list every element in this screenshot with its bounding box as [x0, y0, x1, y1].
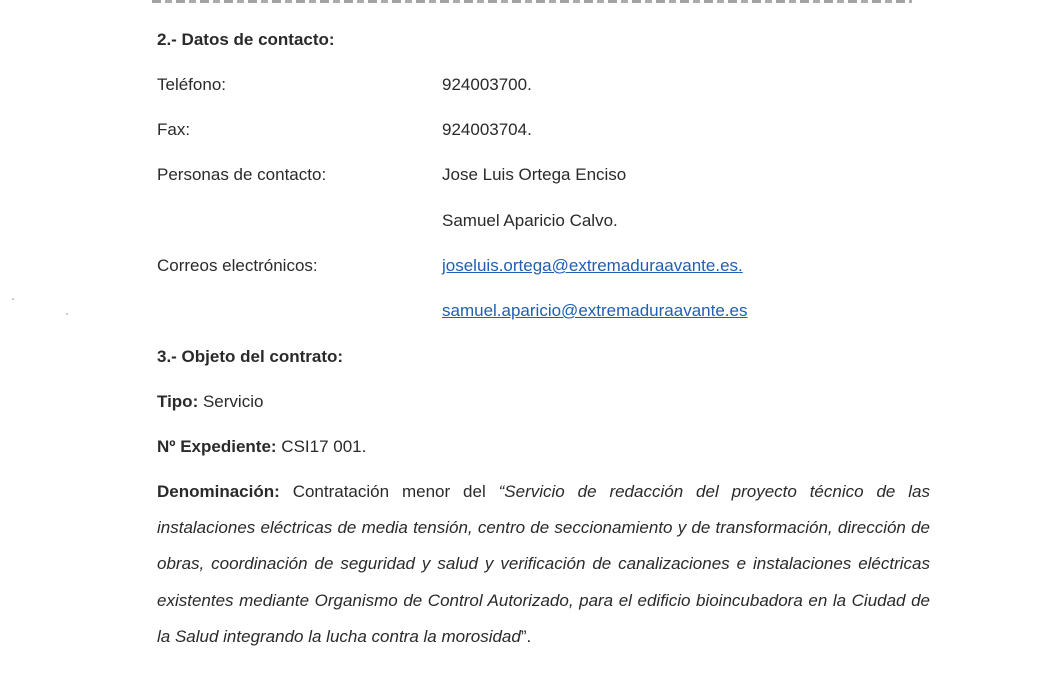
expediente-line [157, 436, 366, 458]
scan-speck [12, 298, 14, 300]
tipo-line [157, 391, 263, 413]
fax-label: Fax: [157, 120, 191, 139]
expediente-value: CSI17 001. [276, 437, 367, 456]
expediente-label: Nº Expediente: [157, 437, 277, 456]
telefono-value: 924003700. [442, 75, 532, 94]
denominacion-paragraph [157, 474, 930, 655]
tipo-value: Servicio [198, 392, 264, 411]
personas-contacto-label: Personas de contacto: [157, 165, 327, 184]
denominacion-label: Denominación: [157, 482, 280, 501]
tipo-label: Tipo: [157, 392, 199, 411]
scan-speck [66, 313, 68, 315]
correos-label: Correos electrónicos: [157, 256, 318, 275]
denominacion-text: “Servicio de redacción del proyecto técnico de las instalaciones eléctricas de media tensión, centro de seccionamiento y de transformación, dirección de obras, coordinación de seguridad y salud y verificación de canalizaciones e instalaciones eléctricas existentes mediante Organismo de Control Autorizado, para el edificio bioincubadora en la Ciudad de la Salud integrando la lucha contra la morosidad [157, 482, 930, 646]
denominacion-end: ”. [520, 626, 532, 646]
denominacion-intro: Contratación menor del [279, 482, 499, 501]
section-2-heading: 2.- Datos de contacto: [157, 30, 335, 49]
persona-contacto-1: Jose Luis Ortega Enciso [442, 165, 627, 184]
section-3-heading: 3.- Objeto del contrato: [157, 347, 344, 366]
cropped-text-line [152, 0, 912, 4]
cropped-text-fragment [152, 0, 912, 3]
email-link-2[interactable]: samuel.aparicio@extremaduraavante.es [442, 301, 748, 320]
email-link-1[interactable]: joseluis.ortega@extremaduraavante.es. [442, 256, 743, 275]
persona-contacto-2: Samuel Aparicio Calvo. [442, 211, 618, 230]
fax-value: 924003704. [442, 120, 532, 139]
telefono-label: Teléfono: [157, 75, 226, 94]
